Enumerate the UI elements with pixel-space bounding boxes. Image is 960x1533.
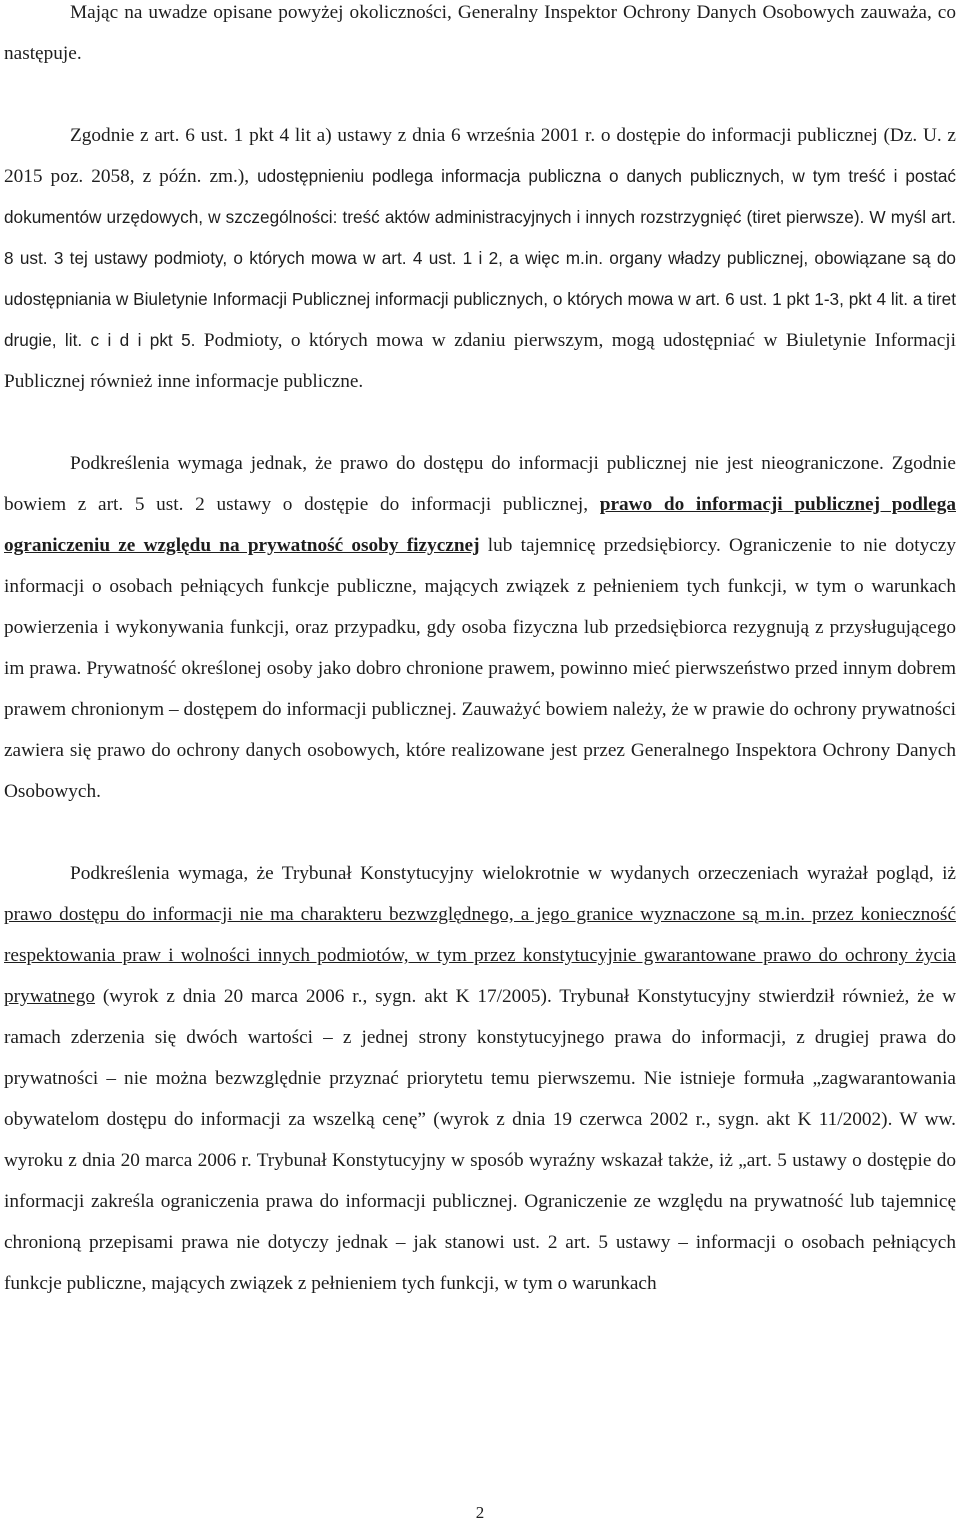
paragraph [4,115,956,402]
paragraph-spacer [4,402,956,443]
paragraph-text: Mając na uwadze opisane powyżej okoliczności, Generalny Inspektor Ochrony Danych Osobowych zauważa, co następuje. [4,2,956,64]
paragraph [4,0,956,74]
paragraph-text: Podkreślenia wymaga jednak, że prawo do dostępu do informacji publicznej nie jest nieograniczone. Zgodnie bowiem z art. 5 ust. 2 ustawy o dostępie do informacji publicznej, [4,453,956,515]
paragraph-text: Podkreślenia wymaga, że Trybunał Konstytucyjny wielokrotnie w wydanych orzeczeniach wyrażał pogląd, iż [70,863,956,884]
paragraph-spacer [4,74,956,115]
paragraph-text-sans: udostępnieniu podlega informacja publiczna o danych publicznych, w tym treść i postać dokumentów urzędowych, w szczególności: treść aktów administracyjnych i innych rozstrzygnięć (tiret pierwsze). W myśl art. 8 ust. 3 tej ustawy podmioty, o których mowa w art. 4 ust. 1 i 2, a więc m.in. organy władzy publicznej, obowiązane są do udostępniania w Biuletynie Informacji Publicznej informacji publicznych, o których mowa w art. 6 ust. 1 pkt 1-3, pkt 4 lit. a tiret drugie, lit. c i d i pkt 5. [4,166,956,350]
paragraph-text: Zgodnie z art. 6 ust. 1 pkt 4 lit a) ustawy z dnia 6 września 2001 r. o dostępie do informacji publicznej (Dz. U. z 2015 poz. 2058, z późn. zm.), [4,125,956,187]
paragraph [4,853,956,1304]
emphasized-text: prawo do informacji publicznej podlega ograniczeniu ze względu na prywatność osoby fizycznej [4,494,956,556]
paragraph-spacer [4,812,956,853]
paragraph-text: (wyrok z dnia 20 marca 2006 r., sygn. akt K 17/2005). Trybunał Konstytucyjny stwierdził również, że w ramach zderzenia się dwóch wartości – z jednej strony konstytucyjnego prawa do informacji, z drugiej prawa do prywatności – nie można bezwzględnie przyznać priorytetu temu pierwszemu. Nie istnieje formuła „zagwarantowania obywatelom dostępu do informacji za wszelką cenę” (wyrok z dnia 19 czerwca 2002 r., sygn. akt K 11/2002). W ww. wyroku z dnia 20 marca 2006 r. Trybunał Konstytucyjny w sposób wyraźny wskazał także, iż „art. 5 ustawy o dostępie do informacji zakreśla ograniczenia prawa do informacji publicznej. Ograniczenie ze względu na prywatność lub tajemnicę chronioną przepisami prawa nie dotyczy jednak – jak stanowi ust. 2 art. 5 ustawy – informacji o osobach pełniących funkcje publiczne, mających związek z pełnieniem tych funkcji, w tym o warunkach [4,986,956,1294]
paragraph [4,443,956,812]
underlined-text: prawo dostępu do informacji nie ma charakteru bezwzględnego, a jego granice wyznaczone są m.in. przez konieczność respektowania praw i wolności innych podmiotów, w tym przez konstytucyjnie gwarantowane prawo do ochrony życia prywatnego [4,904,956,1007]
page-number: 2 [475,1503,485,1522]
paragraph-text: lub tajemnicę przedsiębiorcy. Ograniczenie to nie dotyczy informacji o osobach pełniących funkcje publiczne, mających związek z pełnieniem tych funkcji, w tym o warunkach powierzenia i wykonywania funkcji, oraz przypadku, gdy osoba fizyczna lub przedsiębiorca rezygnują z przysługującego im prawa. Prywatność określonej osoby jako dobro chronione prawem, powinno mieć pierwszeństwo przed innym dobrem prawem chronionym – dostępem do informacji publicznej. Zauważyć bowiem należy, że w prawie do ochrony prywatności zawiera się prawo do ochrony danych osobowych, które realizowane jest przez Generalnego Inspektora Ochrony Danych Osobowych. [4,535,956,802]
paragraph-text: Podmioty, o których mowa w zdaniu pierwszym, mogą udostępniać w Biuletynie Informacji Publicznej również inne informacje publiczne. [4,330,956,392]
